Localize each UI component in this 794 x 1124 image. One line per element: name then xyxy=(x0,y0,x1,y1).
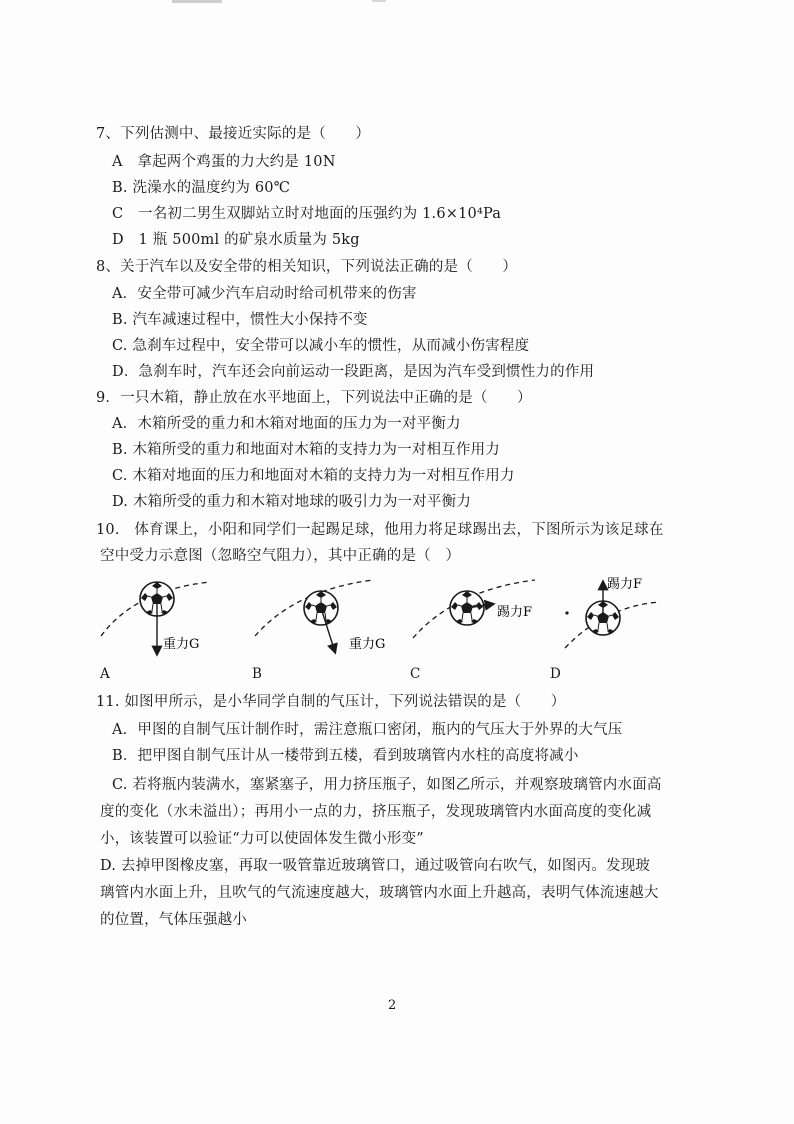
force-label-a: 重力G xyxy=(163,637,200,652)
question-9-option-d: D. 木箱所受的重力和木箱对地球的吸引力为一对平衡力 xyxy=(112,494,472,510)
force-label-d: 踢力F xyxy=(607,577,643,592)
question-8-option-d: D．急刹车时，汽车还会向前运动一段距离，是因为汽车受到惯性力的作用 xyxy=(112,364,595,380)
question-11-option-d-line-2: 璃管内水面上升，且吹气的气流速度越大，玻璃管内水面上升越高，表明气体流速越大 xyxy=(100,885,659,901)
figure-d xyxy=(565,576,660,648)
question-11-option-b: B．把甲图自制气压计从一楼带到五楼，看到玻璃管内水柱的高度将减小 xyxy=(112,748,579,764)
question-11-stem: 11. 如图甲所示，是小华同学自制的气压计，下列说法错误的是（ ） xyxy=(96,694,566,710)
force-label-b: 重力G xyxy=(349,637,386,652)
question-11-option-a: A．甲图的自制气压计制作时，需注意瓶口密闭，瓶内的气压大于外界的大气压 xyxy=(112,722,623,738)
question-7-option-b: B. 洗澡水的温度约为 60℃ xyxy=(112,180,291,196)
question-11-option-c-line-2: 度的变化（水未溢出）；再用小一点的力，挤压瓶子，发现玻璃管内水面高度的变化减 xyxy=(100,804,652,820)
question-8-stem: 8、关于汽车以及安全带的相关知识，下列说法正确的是（ ） xyxy=(96,259,518,275)
force-label-c: 踢力F xyxy=(497,605,533,620)
figure-c xyxy=(413,580,535,638)
question-9-option-b: B. 木箱所受的重力和地面对木箱的支持力为一对相互作用力 xyxy=(112,442,500,458)
question-8-option-a: A．安全带可减少汽车启动时给司机带来的伤害 xyxy=(112,286,417,302)
question-7-option-d: D 1 瓶 500ml 的矿泉水质量为 5kg xyxy=(112,232,360,248)
figure-label-c: C xyxy=(410,666,421,682)
scan-artifact xyxy=(172,0,222,3)
question-11-option-d-line-1: D. 去掉甲图橡皮塞，再取一吸管靠近玻璃管口，通过吸管向右吹气，如图丙。发现玻 xyxy=(100,858,651,874)
question-11-option-d-line-3: 的位置，气体压强越小 xyxy=(100,912,247,928)
question-8-option-b: B. 汽车减速过程中，惯性大小保持不变 xyxy=(112,312,368,328)
figure-label-a: A xyxy=(100,666,110,682)
football-force-diagrams xyxy=(95,572,695,682)
question-7-option-c: C 一名初二男生双脚站立时对地面的压强约为 1.6×10⁴Pa xyxy=(112,206,502,222)
question-7-option-a: A 拿起两个鸡蛋的力大约是 10N xyxy=(112,154,336,170)
figure-b xyxy=(255,580,385,652)
figure-label-b: B xyxy=(252,666,262,682)
question-7-stem: 7、下列估测中、最接近实际的是（ ） xyxy=(96,126,371,142)
dot-d xyxy=(565,611,568,614)
question-11-option-c-line-3: 小，该装置可以验证“力可以使固体发生微小形变” xyxy=(100,831,424,847)
scan-artifact xyxy=(372,0,386,2)
question-8-option-c: C. 急刹车过程中，安全带可以减小车的惯性，从而减小伤害程度 xyxy=(112,338,530,354)
figure-label-d: D xyxy=(550,666,561,682)
question-10-stem-line-1: 10. 体育课上，小阳和同学们一起踢足球，他用力将足球踢出去，下图所示为该足球在 xyxy=(96,522,664,538)
question-9-option-a: A．木箱所受的重力和木箱对地面的压力为一对平衡力 xyxy=(112,416,461,432)
page-number: 2 xyxy=(388,998,397,1013)
figure-a xyxy=(101,582,210,654)
question-10-stem-line-2: 空中受力示意图（忽略空气阻力），其中正确的是（ ） xyxy=(100,548,461,564)
question-9-stem: 9．一只木箱，静止放在水平地面上，下列说法中正确的是（ ） xyxy=(96,390,532,406)
question-9-option-c: C. 木箱对地面的压力和地面对木箱的支持力为一对相互作用力 xyxy=(112,468,515,484)
question-11-option-c-line-1: C. 若将瓶内装满水，塞紧塞子，用力挤压瓶子，如图乙所示，并观察玻璃管内水面高 xyxy=(112,777,662,793)
